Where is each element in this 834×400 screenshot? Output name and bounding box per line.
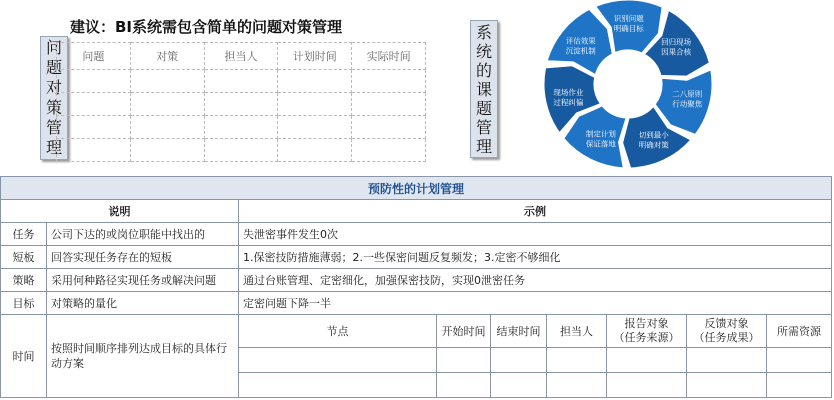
grid-cell xyxy=(278,93,352,116)
preventive-plan-table xyxy=(0,176,832,398)
schedule-cell xyxy=(437,348,491,373)
cycle-step-label: 保证落地 xyxy=(585,139,616,149)
cycle-step-label: 切到最小 xyxy=(638,130,669,140)
cycle-step-label: 评估效果 xyxy=(565,36,596,46)
label-char: 统 xyxy=(475,41,492,61)
plan-table-title: 预防性的计划管理 xyxy=(1,177,832,200)
grid-cell xyxy=(352,93,426,116)
grid-header-countermeasure: 对策 xyxy=(130,43,204,70)
label-char: 题 xyxy=(475,98,492,118)
grid-cell xyxy=(130,116,204,139)
column-header-example: 示例 xyxy=(239,200,832,223)
header-text: 开始时间 xyxy=(441,325,486,338)
label-char: 理 xyxy=(45,138,62,157)
schedule-header-end xyxy=(491,315,547,348)
grid-cell xyxy=(130,139,204,162)
grid-cell xyxy=(57,70,131,93)
plan-row-task xyxy=(1,223,832,246)
cycle-step-label: 因果合核 xyxy=(661,47,692,57)
improvement-cycle-diagram xyxy=(528,0,828,172)
grid-row xyxy=(57,70,426,93)
grid-row xyxy=(57,139,426,162)
grid-cell xyxy=(204,116,278,139)
grid-cell xyxy=(130,70,204,93)
schedule-cell xyxy=(767,348,832,373)
grid-cell xyxy=(278,139,352,162)
header-text: （任务成果） xyxy=(693,331,760,344)
schedule-cell xyxy=(547,348,607,373)
schedule-header-feedback-to xyxy=(687,315,767,348)
schedule-cell xyxy=(607,373,687,398)
schedule-header-report-to xyxy=(607,315,687,348)
schedule-cell xyxy=(491,373,547,398)
grid-cell xyxy=(204,70,278,93)
row-description: 公司下达的或岗位职能中找出的 xyxy=(47,223,239,246)
grid-cell xyxy=(352,70,426,93)
row-label: 任务 xyxy=(1,223,47,246)
grid-cell xyxy=(57,93,131,116)
cycle-step-label: 过程纠偏 xyxy=(553,97,584,107)
schedule-cell xyxy=(767,373,832,398)
cycle-step-label: 沉淀机制 xyxy=(565,46,596,56)
plan-row-time xyxy=(1,315,832,348)
label-char: 理 xyxy=(475,136,492,156)
grid-row xyxy=(57,93,426,116)
problem-grid xyxy=(56,42,426,162)
plan-row-strategy xyxy=(1,269,832,292)
row-example: 通过台账管理、定密细化，加强保密技防，实现0泄密任务 xyxy=(239,269,832,292)
label-char: 系 xyxy=(475,22,492,42)
plan-row-weakness xyxy=(1,246,832,269)
cycle-hub xyxy=(596,52,660,116)
grid-cell xyxy=(278,116,352,139)
grid-cell xyxy=(278,70,352,93)
row-description: 采用何种路径实现任务或解决问题 xyxy=(47,269,239,292)
cycle-step-label: 识别问题 xyxy=(613,14,644,24)
grid-header-owner: 担当人 xyxy=(204,43,278,70)
cycle-step-label: 现场作业 xyxy=(553,87,584,97)
grid-cell xyxy=(352,116,426,139)
grid-header-actual-time: 实际时间 xyxy=(352,43,426,70)
grid-cell xyxy=(57,139,131,162)
row-label: 目标 xyxy=(1,292,47,315)
schedule-header-node xyxy=(239,315,437,348)
topic-management-label xyxy=(470,20,498,158)
cycle-step-label: 制定计划 xyxy=(585,129,616,139)
schedule-header-owner xyxy=(547,315,607,348)
cycle-step-label: 明确目标 xyxy=(613,24,644,34)
schedule-header-resources xyxy=(767,315,832,348)
row-description: 对策略的量化 xyxy=(47,292,239,315)
schedule-cell xyxy=(607,348,687,373)
row-example: 失泄密事件发生0次 xyxy=(239,223,832,246)
grid-cell xyxy=(204,139,278,162)
header-text: （任务来源） xyxy=(613,331,680,344)
schedule-cell xyxy=(437,373,491,398)
grid-header-problem: 问题 xyxy=(57,43,131,70)
column-header-description: 说明 xyxy=(1,200,239,223)
grid-cell xyxy=(204,93,278,116)
row-example: 定密问题下降一半 xyxy=(239,292,832,315)
row-label: 时间 xyxy=(1,315,47,398)
header-text: 节点 xyxy=(326,325,349,338)
label-char: 策 xyxy=(45,98,62,117)
header-text: 结束时间 xyxy=(496,325,541,338)
section-title: 建议：BI系统需包含简单的问题对策管理 xyxy=(70,18,343,36)
plan-row-goal xyxy=(1,292,832,315)
label-char: 问 xyxy=(45,38,62,57)
row-example: 1.保密技防措施薄弱；2.一些保密问题反复频发；3.定密不够细化 xyxy=(239,246,832,269)
label-char: 管 xyxy=(45,118,62,137)
schedule-cell xyxy=(239,348,437,373)
grid-cell xyxy=(57,116,131,139)
header-text: 报告对象 xyxy=(624,317,669,330)
grid-cell xyxy=(352,139,426,162)
header-text: 担当人 xyxy=(560,325,593,338)
schedule-cell xyxy=(239,373,437,398)
schedule-cell xyxy=(687,373,767,398)
row-description: 按照时间顺序排列达成目标的具体行动方案 xyxy=(47,315,239,398)
label-char: 题 xyxy=(45,58,62,77)
schedule-cell xyxy=(687,348,767,373)
cycle-step-label: 二八原则 xyxy=(672,89,703,99)
schedule-cell xyxy=(491,348,547,373)
label-char: 课 xyxy=(475,79,492,99)
row-label: 策略 xyxy=(1,269,47,292)
label-char: 对 xyxy=(45,78,62,97)
row-label: 短板 xyxy=(1,246,47,269)
label-char: 的 xyxy=(475,60,492,80)
cycle-step-label: 回归现场 xyxy=(661,37,692,47)
schedule-header-start xyxy=(437,315,491,348)
cycle-step-label: 行动聚焦 xyxy=(672,99,703,109)
label-char: 管 xyxy=(475,117,492,137)
grid-cell xyxy=(130,93,204,116)
header-text: 所需资源 xyxy=(777,325,822,338)
grid-row xyxy=(57,116,426,139)
grid-header-plan-time: 计划时间 xyxy=(278,43,352,70)
header-text: 反馈对象 xyxy=(704,317,749,330)
cycle-step-label: 明确对策 xyxy=(638,140,669,150)
grid-header-row xyxy=(57,43,426,70)
row-description: 回答实现任务存在的短板 xyxy=(47,246,239,269)
schedule-cell xyxy=(547,373,607,398)
